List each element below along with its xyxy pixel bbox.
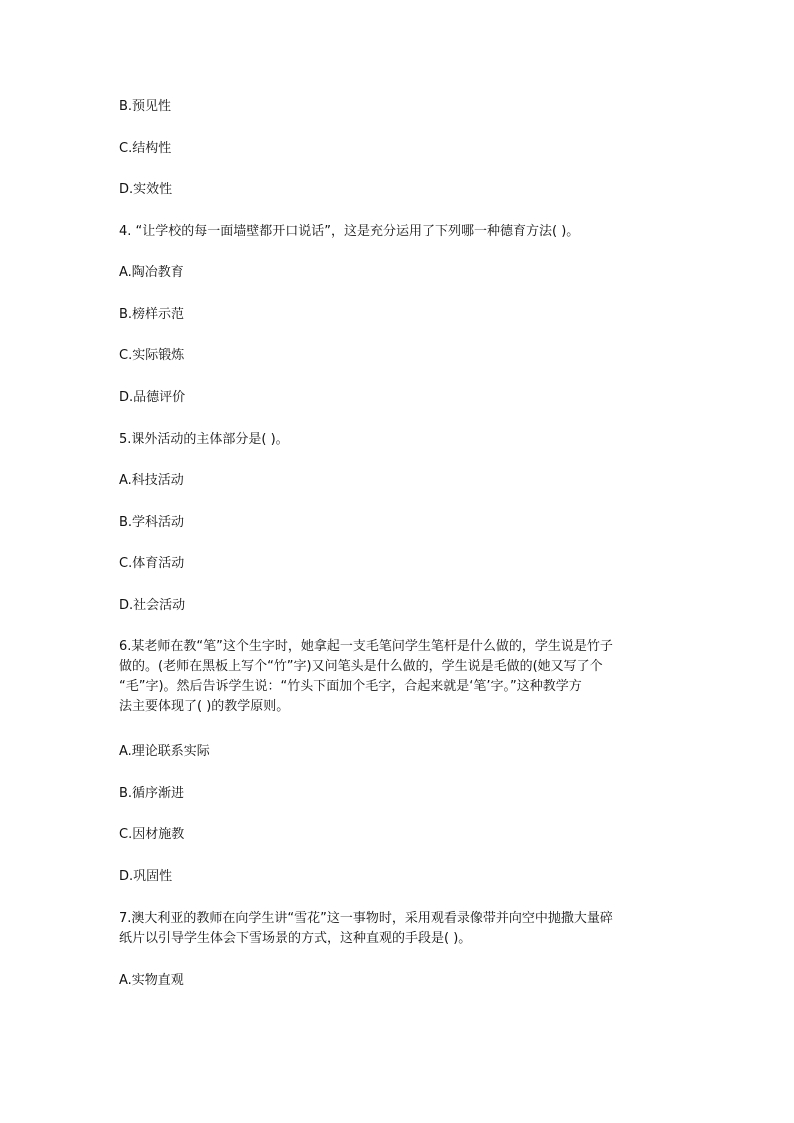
option-3-c: C.结构性 — [119, 141, 172, 156]
question-4: 4. “让学校的每一面墙壁都开口说话”，这是充分运用了下列哪一种德育方法( )。 — [119, 224, 580, 239]
option-4-a: A.陶冶教育 — [119, 265, 184, 280]
question-7-line-1: 7.澳大利亚的教师在向学生讲“雪花”这一事物时，采用观看录像带并向空中抛撒大量碎 — [119, 911, 613, 926]
option-6-d: D.巩固性 — [119, 869, 173, 884]
option-5-a: A.科技活动 — [119, 473, 184, 488]
option-3-b: B.预见性 — [119, 99, 172, 114]
question-5: 5.课外活动的主体部分是( )。 — [119, 432, 289, 447]
option-4-b: B.榜样示范 — [119, 307, 185, 322]
option-4-d: D.品德评价 — [119, 390, 186, 405]
option-6-c: C.因材施教 — [119, 827, 185, 842]
question-7-line-2: 纸片以引导学生体会下雪场景的方式，这种直观的手段是( )。 — [119, 931, 472, 946]
option-7-a: A.实物直观 — [119, 973, 184, 988]
option-3-d: D.实效性 — [119, 182, 173, 197]
option-5-b: B.学科活动 — [119, 515, 185, 530]
option-4-c: C.实际锻炼 — [119, 348, 185, 363]
option-5-d: D.社会活动 — [119, 598, 186, 613]
question-6-line-2: 做的。(老师在黑板上写个“竹”字)又问笔头是什么做的，学生说是毛做的(她又写了个 — [119, 659, 603, 674]
option-6-b: B.循序渐进 — [119, 786, 185, 801]
question-6-line-4: 法主要体现了( )的教学原则。 — [119, 699, 290, 714]
question-6-line-1: 6.某老师在教“笔”这个生字时，她拿起一支毛笔问学生笔杆是什么做的，学生说是竹子 — [119, 639, 613, 654]
question-6-line-3: “毛”字)。然后告诉学生说：“竹头下面加个毛字，合起来就是‘笔’字。”这种教学方 — [119, 679, 582, 694]
question-7 — [119, 909, 679, 949]
option-6-a: A.理论联系实际 — [119, 744, 210, 759]
option-5-c: C.体育活动 — [119, 556, 185, 571]
question-6 — [119, 637, 679, 717]
